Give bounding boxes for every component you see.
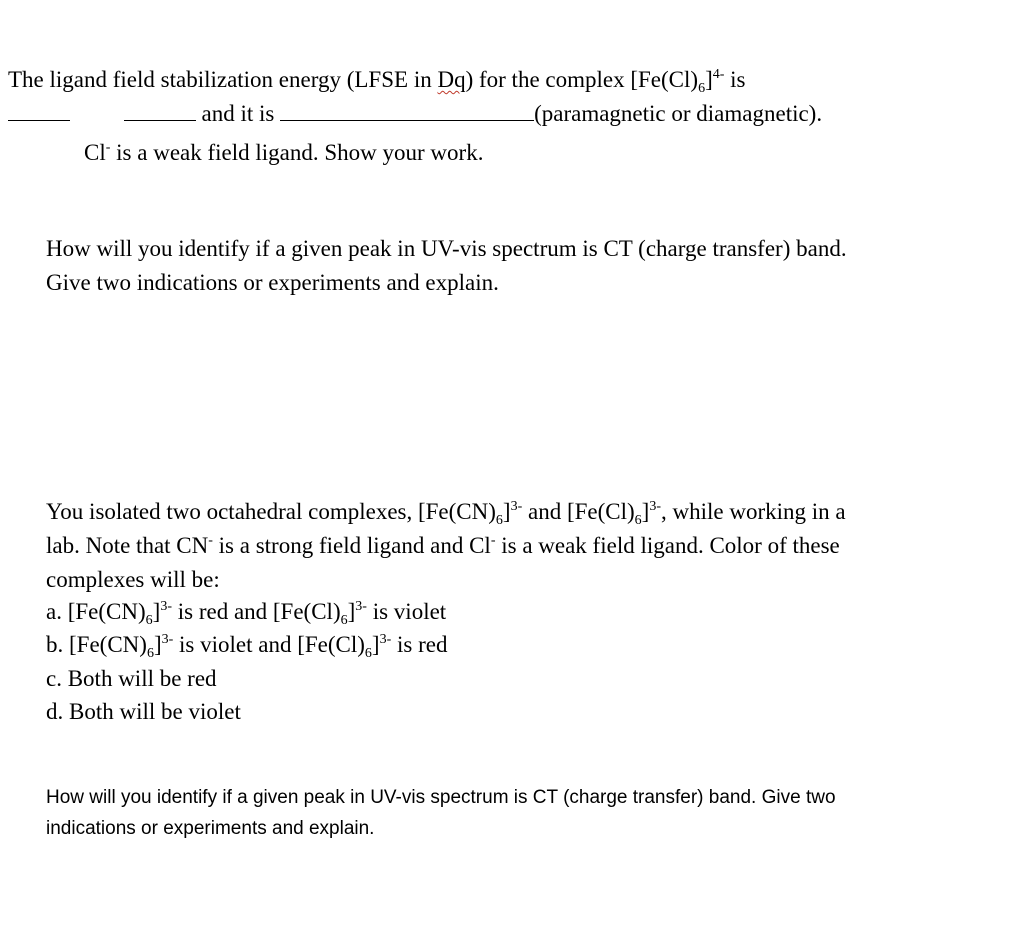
q3-option-c[interactable]: c. Both will be red	[46, 666, 217, 691]
answer-blank-lfse-1[interactable]	[8, 98, 70, 121]
q3-text: and [Fe(Cl)	[522, 499, 635, 524]
option-text: is red and [Fe(Cl)	[171, 599, 341, 624]
option-subscript: 6	[145, 613, 153, 628]
q1-text: and it is	[201, 101, 275, 126]
q3-option-b[interactable]	[46, 628, 447, 662]
q3-option-d[interactable]: d. Both will be violet	[46, 699, 241, 724]
option-text: b. [Fe(CN)	[46, 632, 147, 657]
q3-text: is a strong field ligand and Cl	[212, 533, 491, 558]
q3-subscript: 6	[495, 513, 503, 528]
option-subscript: 6	[340, 613, 348, 628]
q1-text: is	[724, 67, 746, 92]
q3-superscript: -	[208, 533, 213, 548]
option-superscript: 3-	[160, 599, 172, 614]
option-text: ]	[153, 632, 162, 657]
q3-text: lab. Note that CN	[46, 533, 209, 558]
q1-line1	[8, 63, 746, 97]
q3-text: ]	[502, 499, 511, 524]
q4-line2: indications or experiments and explain.	[46, 818, 375, 839]
q1-text: ) for the complex [Fe(Cl)	[465, 67, 699, 92]
q3-text: ]	[641, 499, 650, 524]
q1-text: is a weak field ligand. Show your work.	[110, 140, 484, 165]
q4-line1: How will you identify if a given peak in UV-vis spectrum is CT (charge transfer) band. Give two	[46, 787, 836, 808]
q1-superscript: -	[105, 140, 111, 155]
option-superscript: 3-	[161, 632, 174, 647]
option-text: a. [Fe(CN)	[46, 599, 146, 624]
q1-superscript: 4-	[712, 67, 725, 82]
option-superscript: 3-	[355, 599, 367, 614]
answer-blank-magnetism[interactable]	[280, 98, 534, 121]
option-text: ]	[152, 599, 161, 624]
q3-superscript: -	[490, 533, 496, 548]
q1-dq-spellcheck: Dq	[437, 67, 466, 92]
q3-superscript: 3-	[510, 499, 523, 514]
q3-line2	[46, 529, 840, 563]
q3-line3: complexes will be:	[46, 567, 220, 592]
option-text: is violet	[366, 599, 447, 624]
q3-superscript: 3-	[649, 499, 662, 514]
q3-option-a[interactable]	[46, 595, 446, 629]
q1-text: The ligand field stabilization energy (LFSE in	[8, 67, 438, 92]
option-subscript: 6	[146, 646, 154, 661]
q3-subscript: 6	[634, 513, 642, 528]
option-text: is violet and [Fe(Cl)	[173, 632, 365, 657]
q2-line1: How will you identify if a given peak in UV-vis spectrum is CT (charge transfer) band.	[46, 236, 847, 261]
q1-text: Cl	[84, 140, 106, 165]
option-superscript: 3-	[379, 632, 392, 647]
option-text: is red	[391, 632, 448, 657]
q3-text: is a weak field ligand. Color of these	[495, 533, 840, 558]
q3-text: , while working in a	[661, 499, 846, 524]
q1-text: ]	[705, 67, 713, 92]
q1-line3	[84, 136, 483, 170]
q2-line2: Give two indications or experiments and explain.	[46, 270, 499, 295]
option-text: ]	[347, 599, 356, 624]
q3-line1	[46, 495, 846, 529]
q3-text: You isolated two octahedral complexes, [Fe(CN)	[46, 499, 496, 524]
q1-text: (paramagnetic or diamagnetic).	[534, 101, 823, 126]
q1-subscript: 6	[698, 81, 706, 96]
answer-blank-lfse-2[interactable]	[124, 98, 196, 121]
option-text: ]	[371, 632, 380, 657]
option-subscript: 6	[364, 646, 372, 661]
q1-line2	[8, 97, 822, 131]
